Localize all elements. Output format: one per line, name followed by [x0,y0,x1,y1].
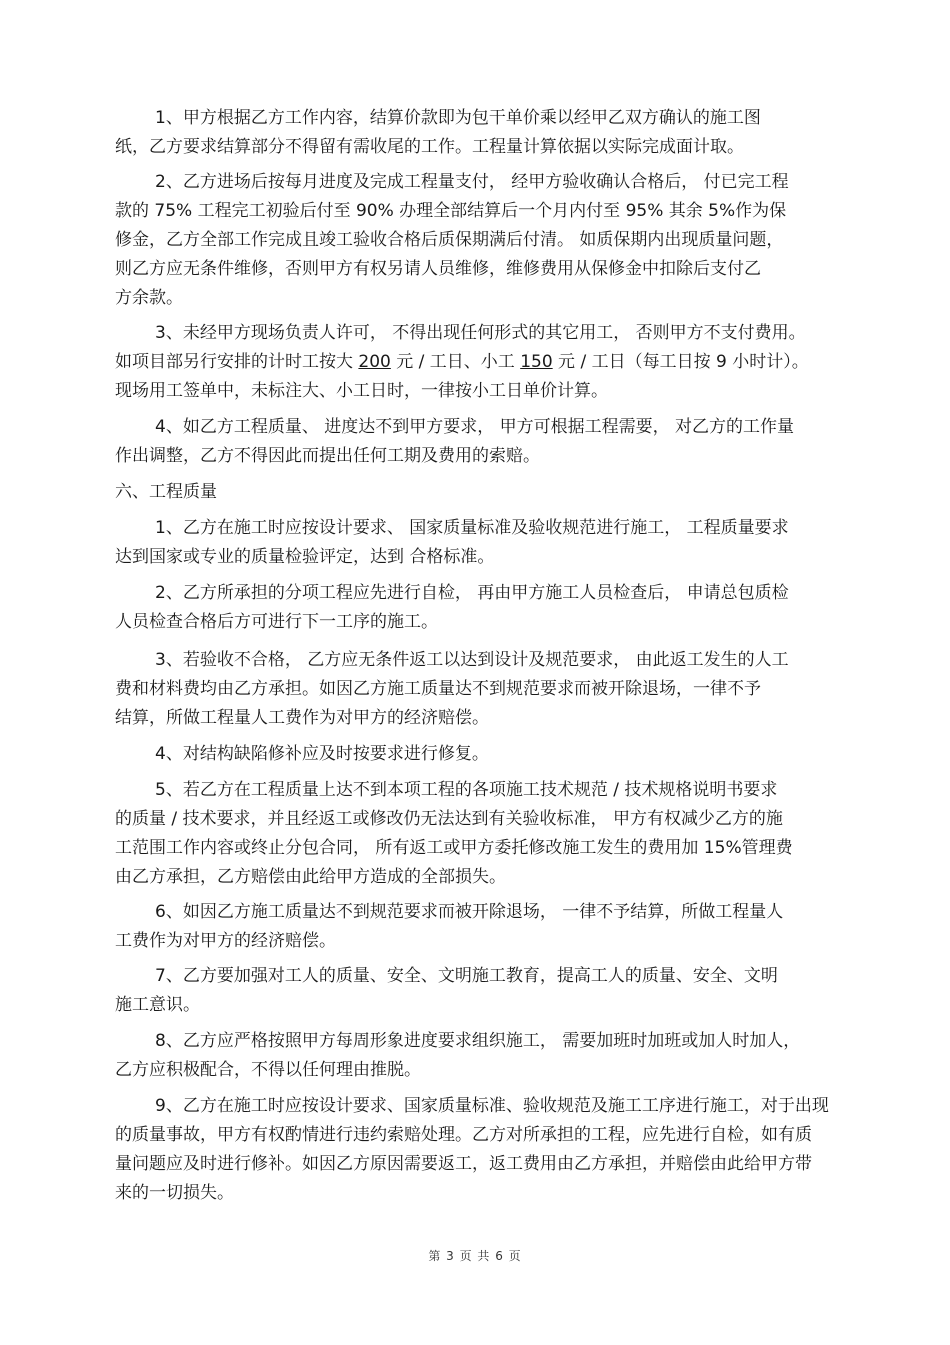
text-line: 方余款。 [115,288,183,308]
text-line: 3、若验收不合格， 乙方应无条件返工以达到设计及规范要求， 由此返工发生的人工 [155,650,789,670]
text-line: 则乙方应无条件维修，否则甲方有权另请人员维修，维修费用从保修金中扣除后支付乙 [115,259,761,279]
page-number-footer: 第 3 页 共 6 页 [428,1249,522,1263]
text-line: 4、如乙方工程质量、 进度达不到甲方要求， 甲方可根据工程需要， 对乙方的工作量 [155,417,795,437]
text-line: 8、乙方应严格按照甲方每周形象进度要求组织施工， 需要加班时加班或加人时加人， [155,1031,801,1051]
text-line: 4、对结构缺陷修补应及时按要求进行修复。 [155,744,489,764]
text-line: 1、甲方根据乙方工作内容，结算价款即为包干单价乘以经甲乙双方确认的施工图 [155,108,761,128]
text-line: 作出调整，乙方不得因此而提出任何工期及费用的索赔。 [115,446,540,466]
text-line: 量问题应及时进行修补。如因乙方原因需要返工，返工费用由乙方承担，并赔偿由此给甲方带 [115,1154,812,1174]
quality-clause-3 [115,646,850,733]
text-line: 结算，所做工程量人工费作为对甲方的经济赔偿。 [115,708,489,728]
quality-clause-5 [115,776,850,892]
text-line: 费和材料费均由乙方承担。如因乙方施工质量达不到规范要求而被开除退场，一律不予 [115,679,761,699]
quality-clause-1 [115,514,850,572]
skilled-worker-rate: 200 [358,352,391,372]
section-heading-quality [115,478,850,507]
text-line: 5、若乙方在工程质量上达不到本项工程的各项施工技术规范 / 技术规格说明书要求 [155,780,778,800]
quality-clause-6 [115,898,850,956]
text-line: 6、如因乙方施工质量达不到规范要求而被开除退场， 一律不予结算，所做工程量人 [155,902,784,922]
quality-clause-2 [115,579,850,637]
text-line: 7、乙方要加强对工人的质量、安全、文明施工教育，提高工人的质量、安全、文明 [155,966,778,986]
laborer-rate: 150 [520,352,553,372]
quality-clause-9 [115,1092,850,1208]
text-line: 修金，乙方全部工作完成且竣工验收合格后质保期满后付清。 如质保期内出现质量问题， [115,230,784,250]
quality-clause-7 [115,962,850,1020]
payment-clause-4 [115,413,850,471]
payment-clause-2 [115,168,850,313]
text-line [115,348,850,377]
text-fragment: 元 / 工日（每工日按 9 小时计）。 [552,352,809,372]
text-line: 工费作为对甲方的经济赔偿。 [115,931,336,951]
quality-clause-8 [115,1027,850,1085]
text-line: 来的一切损失。 [115,1183,234,1203]
text-line: 达到国家或专业的质量检验评定，达到 合格标准。 [115,547,495,567]
text-fragment: 如项目部另行安排的计时工按大 [115,352,359,372]
text-line: 的质量 / 技术要求，并且经返工或修改仍无法达到有关验收标准， 甲方有权减少乙方的施 [115,809,783,829]
text-line: 2、乙方所承担的分项工程应先进行自检， 再由甲方施工人员检查后， 申请总包质检 [155,583,789,603]
text-line: 的质量事故，甲方有权酌情进行违约索赔处理。乙方对所承担的工程，应先进行自检，如有质 [115,1125,812,1145]
payment-clause-1 [115,104,850,162]
text-line: 施工意识。 [115,995,200,1015]
payment-clause-3 [115,319,850,406]
text-line: 现场用工签单中，未标注大、小工日时，一律按小工日单价计算。 [115,381,608,401]
text-line: 纸，乙方要求结算部分不得留有需收尾的工作。工程量计算依据以实际完成面计取。 [115,137,744,157]
text-line: 1、乙方在施工时应按设计要求、 国家质量标准及验收规范进行施工， 工程质量要求 [155,518,789,538]
text-line: 9、乙方在施工时应按设计要求、国家质量标准、验收规范及施工工序进行施工，对于出现 [155,1096,829,1116]
text-line: 工范围工作内容或终止分包合同， 所有返工或甲方委托修改施工发生的费用加 15%管理费 [115,838,793,858]
text-line: 款的 75% 工程完工初验后付至 90% 办理全部结算后一个月内付至 95% 其余 5%作为保 [115,201,787,221]
text-line: 由乙方承担，乙方赔偿由此给甲方造成的全部损失。 [115,867,506,887]
text-line: 2、乙方进场后按每月进度及完成工程量支付， 经甲方验收确认合格后， 付已完工程 [155,172,789,192]
text-line: 乙方应积极配合，不得以任何理由推脱。 [115,1060,421,1080]
text-fragment: 元 / 工日、小工 [390,352,521,372]
text-line: 人员检查合格后方可进行下一工序的施工。 [115,612,438,632]
section-title: 六、工程质量 [115,482,217,502]
quality-clause-4 [115,740,850,769]
text-line: 3、未经甲方现场负责人许可， 不得出现任何形式的其它用工， 否则甲方不支付费用。 [155,323,806,343]
